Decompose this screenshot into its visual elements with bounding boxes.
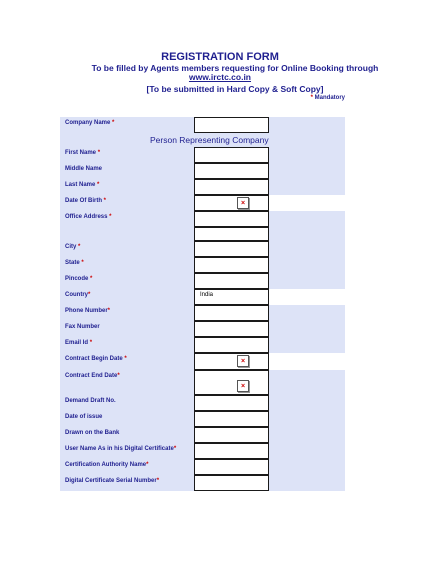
form-row (60, 273, 345, 289)
row-extension (269, 459, 345, 475)
field-input[interactable] (194, 195, 269, 211)
registration-form (60, 117, 345, 491)
field-label: Middle Name (60, 163, 194, 179)
field-label: Country* (60, 289, 194, 305)
field-label: First Name * (60, 147, 194, 163)
field-input[interactable]: India (194, 289, 269, 305)
form-row (60, 337, 345, 353)
field-label: Demand Draft No. (60, 395, 194, 411)
field-input[interactable] (194, 459, 269, 475)
company-name-row (60, 117, 345, 133)
form-title: REGISTRATION FORM (161, 51, 279, 63)
field-input[interactable] (194, 337, 269, 353)
field-label: Date of issue (60, 411, 194, 427)
row-extension (269, 427, 345, 443)
field-label: Contract End Date* (60, 370, 194, 395)
field-label: Email Id * (60, 337, 194, 353)
row-extension (269, 289, 345, 305)
field-input[interactable] (194, 443, 269, 459)
form-row (60, 427, 345, 443)
company-name-label: Company Name * (60, 117, 194, 133)
form-subtitle: To be filled by Agents members requesting for Online Booking through (91, 63, 379, 73)
row-extension (269, 195, 345, 211)
field-label: Pincode * (60, 273, 194, 289)
form-row (60, 211, 345, 227)
row-extension (269, 305, 345, 321)
field-label: City * (60, 241, 194, 257)
row-extension (269, 395, 345, 411)
row-extension (269, 179, 345, 195)
row-extension (269, 211, 345, 227)
field-input[interactable] (194, 411, 269, 427)
field-label: Office Address * (60, 211, 194, 227)
field-label: Date Of Birth * (60, 195, 194, 211)
field-label: Certification Authority Name* (60, 459, 194, 475)
row-extension (269, 257, 345, 273)
field-label: Digital Certificate Serial Number* (60, 475, 194, 491)
field-input[interactable] (194, 257, 269, 273)
calendar-icon[interactable]: × (237, 197, 249, 209)
field-label: User Name As in his Digital Certificate* (60, 443, 194, 459)
row-extension (269, 321, 345, 337)
submission-note: [To be submitted in Hard Copy & Soft Copy] (146, 84, 324, 94)
calendar-icon[interactable]: × (237, 380, 249, 392)
field-input[interactable] (194, 179, 269, 195)
row-extension (269, 227, 345, 241)
form-row (60, 475, 345, 491)
field-input[interactable] (194, 163, 269, 179)
field-label: Last Name * (60, 179, 194, 195)
row-extension (269, 443, 345, 459)
form-row (60, 179, 345, 195)
row-extension (269, 241, 345, 257)
row-extension (269, 147, 345, 163)
field-input[interactable] (194, 475, 269, 491)
field-input[interactable] (194, 147, 269, 163)
mandatory-legend (311, 95, 345, 101)
field-label: Phone Number* (60, 305, 194, 321)
field-label: Fax Number (60, 321, 194, 337)
form-row (60, 195, 345, 211)
row-extension (269, 163, 345, 179)
form-row (60, 321, 345, 337)
calendar-icon[interactable]: × (237, 355, 249, 367)
row-extension (269, 475, 345, 491)
form-row (60, 411, 345, 427)
form-row (60, 353, 345, 370)
field-input[interactable] (194, 370, 269, 395)
form-row (60, 147, 345, 163)
field-input[interactable] (194, 227, 269, 241)
form-row (60, 241, 345, 257)
row-extension (269, 273, 345, 289)
field-input[interactable] (194, 321, 269, 337)
row-extension (269, 337, 345, 353)
field-label: Contract Begin Date * (60, 353, 194, 370)
form-row (60, 370, 345, 395)
section-title: Person Representing Company (150, 135, 269, 145)
field-input[interactable] (194, 353, 269, 370)
field-input[interactable] (194, 241, 269, 257)
form-row (60, 163, 345, 179)
field-label: Drawn on the Bank (60, 427, 194, 443)
irctc-link[interactable]: www.irctc.co.in (188, 72, 252, 82)
company-name-field[interactable] (194, 117, 269, 133)
form-row (60, 305, 345, 321)
field-label (60, 227, 194, 241)
form-row (60, 395, 345, 411)
section-person-representing-company (60, 133, 345, 147)
row-extension (269, 411, 345, 427)
form-row (60, 443, 345, 459)
row-extension (269, 370, 345, 395)
form-row (60, 257, 345, 273)
field-input[interactable] (194, 305, 269, 321)
mandatory-label: Mandatory (312, 95, 345, 101)
company-name-extension (269, 117, 345, 133)
field-input[interactable] (194, 395, 269, 411)
mandatory-star: * (310, 95, 313, 101)
row-extension (269, 353, 345, 370)
form-row (60, 289, 345, 305)
form-row (60, 459, 345, 475)
field-input[interactable] (194, 427, 269, 443)
field-input[interactable] (194, 273, 269, 289)
field-input[interactable] (194, 211, 269, 227)
field-label: State * (60, 257, 194, 273)
form-row (60, 227, 345, 241)
